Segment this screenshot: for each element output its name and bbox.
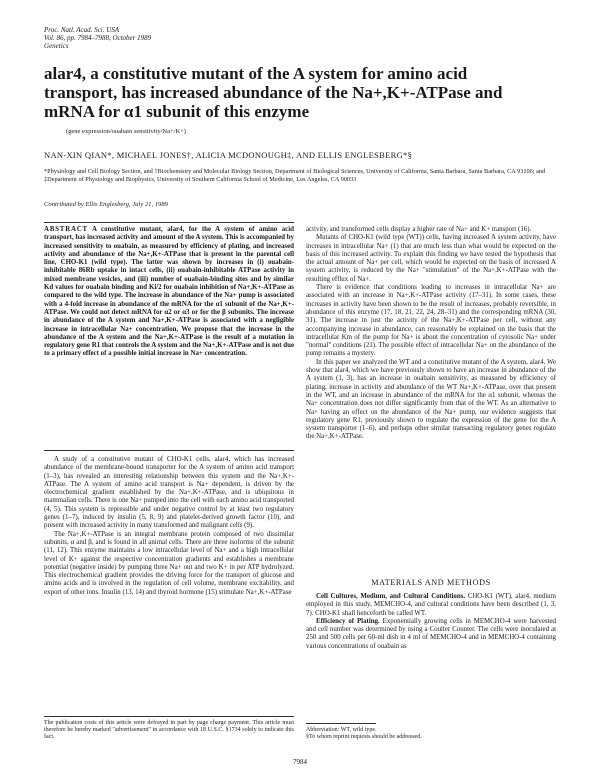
abstract-top-rule xyxy=(44,222,294,223)
methods-paragraph-1 xyxy=(306,593,556,618)
paper-title: alar4, a constitutive mutant of the A system for amino acid transport, has increased abundance of the Na+,K+-ATPase and mRNA for α1 subunit of this enzyme xyxy=(44,64,503,121)
journal-section: Genetics xyxy=(44,42,69,51)
methods-lead-1: Cell Cultures, Medium, and Cultural Conditions. xyxy=(316,593,466,600)
methods-text-2: Exponentially growing cells in MEMCHO-4 were harvested and cell number was determined by using a Coulter Counter. The cells were inoculated at 250 and 500 cells per 60-ml dish in 4 ml of MEMCHO-4 and in MEMCHO-4 containing various concentrations of ouabain as xyxy=(306,617,556,650)
introduction xyxy=(44,456,294,597)
abbreviation-footnote: Abbreviation: WT, wild type. xyxy=(306,727,377,733)
reprint-footnote: §To whom reprint requests should be addressed. xyxy=(306,734,422,740)
journal-volume: Vol. 86, pp. 7984–7988, October 1989 xyxy=(44,34,152,43)
author-list: NAN-XIN QIAN*, MICHAEL JONES†, ALICIA MCDONOUGH‡, AND ELLIS ENGLESBERG*§ xyxy=(44,150,413,160)
intro-paragraph-2: The Na+,K+-ATPase is an integral membrane protein composed of two dissimilar subunits, α and β, and is found in all animal cells. There are three isoforms of the subunit (11, 12). This enzyme maintains a low intracellular level of Na+ and a high intracellular level of K+ against the respective concentration gradients and establishes a membrane potential (negative inside) by pumping three Na+ out and two K+ in per ATP hydrolyzed. This electrochemical gradient provides the driving force for the transport of glucose and amino acids and is involved in the regulation of cell volume, membrane excitability, and export of other ions. Insulin (13, 14) and thyroid hormone (15) stimulate Na+,K+-ATPase xyxy=(44,530,294,596)
abstract-label: ABSTRACT xyxy=(44,226,88,233)
abstract xyxy=(44,226,294,359)
right-footnote-rule xyxy=(306,723,376,724)
publication-cost-footnote: The publication costs of this article were defrayed in part by page charge payment. This article must therefore be hereby marked "advertisement" in accordance with 18 U.S.C. §1734 solely to indicate this fact. xyxy=(44,720,294,740)
abstract-text: A constitutive mutant, alar4, for the A system of amino acid transport, has increased activity and amount of the A system. This is accompanied by increased sensitivity to ouabain, as measured by efficiency of plating, and increased activity and abundance of the Na+,K+-ATPase that is present in the parental cell line, CHO-K1 (wild type). The latter was shown by increases in (i) ouabain-inhibitable 86Rb uptake in intact cells, (ii) ouabain-inhibitable ATPase activity in mixed membrane vesicles, and (iii) number of ouabain-binding sites and by similar Kd values for ouabain binding and Ki/2 for ouabain inhibition of Na+,K+-ATPase as compared to the wild type. The increase in abundance of the Na+ pump is associated with a 4-fold increase in abundance of the mRNA for the α1 subunit of the Na+,K+-ATPase. We could not detect mRNA for α2 or α3 or for the β subunits. The increase in abundance of the A system and Na+,K+-ATPase is associated with a negligible increase in intracellular Na+ concentration. We propose that the increase in the abundance of the A system and the Na+,K+-ATPase is the result of a mutation in regulatory gene R1 that controls the A system and the Na+,K+-ATPase and is not due to a primary effect of a possible initial increase in Na+ concentration. xyxy=(44,226,294,358)
contributed-line: Contributed by Ellis Englesberg, July 21, 1989 xyxy=(44,201,168,208)
methods-body xyxy=(306,593,556,651)
right-paragraph-4: In this paper we analyzed the WT and a constitutive mutant of the A system, alar4. We show that alar4, which we have previously shown to have an increase in abundance of the A system (1, 3), has an increase in ouabain sensitivity, as measured by efficiency of plating, increase in activity and abundance of the WT Na+,K+-ATPase, over that present in the WT, and an increase in abundance of the mRNA for the α1 subunit, whereas the Na+ concentration does not differ significantly from that of the WT. As an alternative to Na+ having an effect on the abundance of the Na+ pump, our evidence suggests that regulatory gene R1, previously shown to regulate the expression of the gene for the A system transporter (1–6), and perhaps other similar transacting regulatory genes regulate the Na+,K+-ATPase. xyxy=(306,358,556,441)
right-paragraph-3: There is evidence that conditions leading to increases in intracellular Na+ are associated with an increase in Na+,K+-ATPase activity (17–31). In some cases, these increases in activity have been shown to be the result of increases, probably reversible, in abundance of this enzyme (17, 18, 21, 22, 24, 28–31) and the corresponding mRNA (30, 31). The increase in just the activity of the Na+,K+-ATPase per cell, without any accompanying increase in abundance, can reasonably be explained on the basis that the intracellular Km of the pump for Na+ is about the concentration of cytosolic Na+ under "normal" conditions (21). The possible effect of intracellular Na+ on the abundance of the pump remains a mystery. xyxy=(306,284,556,358)
methods-paragraph-2 xyxy=(306,618,556,651)
footnote-rule xyxy=(44,716,294,717)
right-footnotes xyxy=(306,727,556,741)
right-column-body xyxy=(306,226,556,442)
page-number: 7984 xyxy=(293,758,307,766)
journal-header xyxy=(44,26,151,51)
affiliations: *Physiology and Cell Biology Section, and †Biochemistry and Molecular Biology Section, Department of Biological Sciences, University of California, Santa Barbara, Santa Barbara, CA 93106; and ‡Department of Physiology and Biophysics, University of Southern California School of Medicine, Los Angeles, CA 90033 xyxy=(44,168,546,183)
right-paragraph-1: activity, and transformed cells display a higher rate of Na+ and K+ transport (16). xyxy=(306,226,532,233)
journal-name: Proc. Natl. Acad. Sci. USA xyxy=(44,26,120,34)
methods-heading: MATERIALS AND METHODS xyxy=(371,578,491,587)
methods-text-1: CHO-K1 (WT), alar4, medium employed in this study, MEMCHO-4, and cultural conditions have been described (1, 3, 7). CHO-K1 shall henceforth be called WT. xyxy=(306,593,556,617)
abstract-bottom-rule xyxy=(44,450,294,451)
intro-paragraph-1: A study of a constitutive mutant of CHO-K1 cells, alar4, which has increased abundance of the membrane-bound transporter for the A system of amino acid transport (1–3), has revealed an interesting relationship between this system and the Na+,K+-ATPase. The A system of amino acid transport is Na+ dependent, is driven by the electrochemical gradient established by the Na+,K+-ATPase, and is ubiquitous in mammalian cells. There is one Na+ pumped into the cell with each amino acid transported (4, 5). This system is repressible and under negative control by at least two regulatory genes (1–7), induced by insulin (5, 8, 9) and platelet-derived growth factor (10), and present with increased activity in many transformed and malignant cells (9). xyxy=(44,456,294,530)
keywords: (gene expression/ouabain sensitivity/Na+/K+) xyxy=(66,128,186,135)
right-paragraph-2: Mutants of CHO-K1 (wild type (WT)) cells, having increased A system activity, have increases in intracellular Na+ (1) that are much less than what would be expected on the basis of this increased activity. To explain this finding we have tested the hypothesis that the actual amount of Na+ per cell, which would be expected on the basis of increased A system activity, is reduced by the Na+ "stimulation" of the Na+,K+-ATPase with the resulting efflux of Na+. xyxy=(306,234,556,283)
methods-lead-2: Efficiency of Plating. xyxy=(316,617,380,625)
